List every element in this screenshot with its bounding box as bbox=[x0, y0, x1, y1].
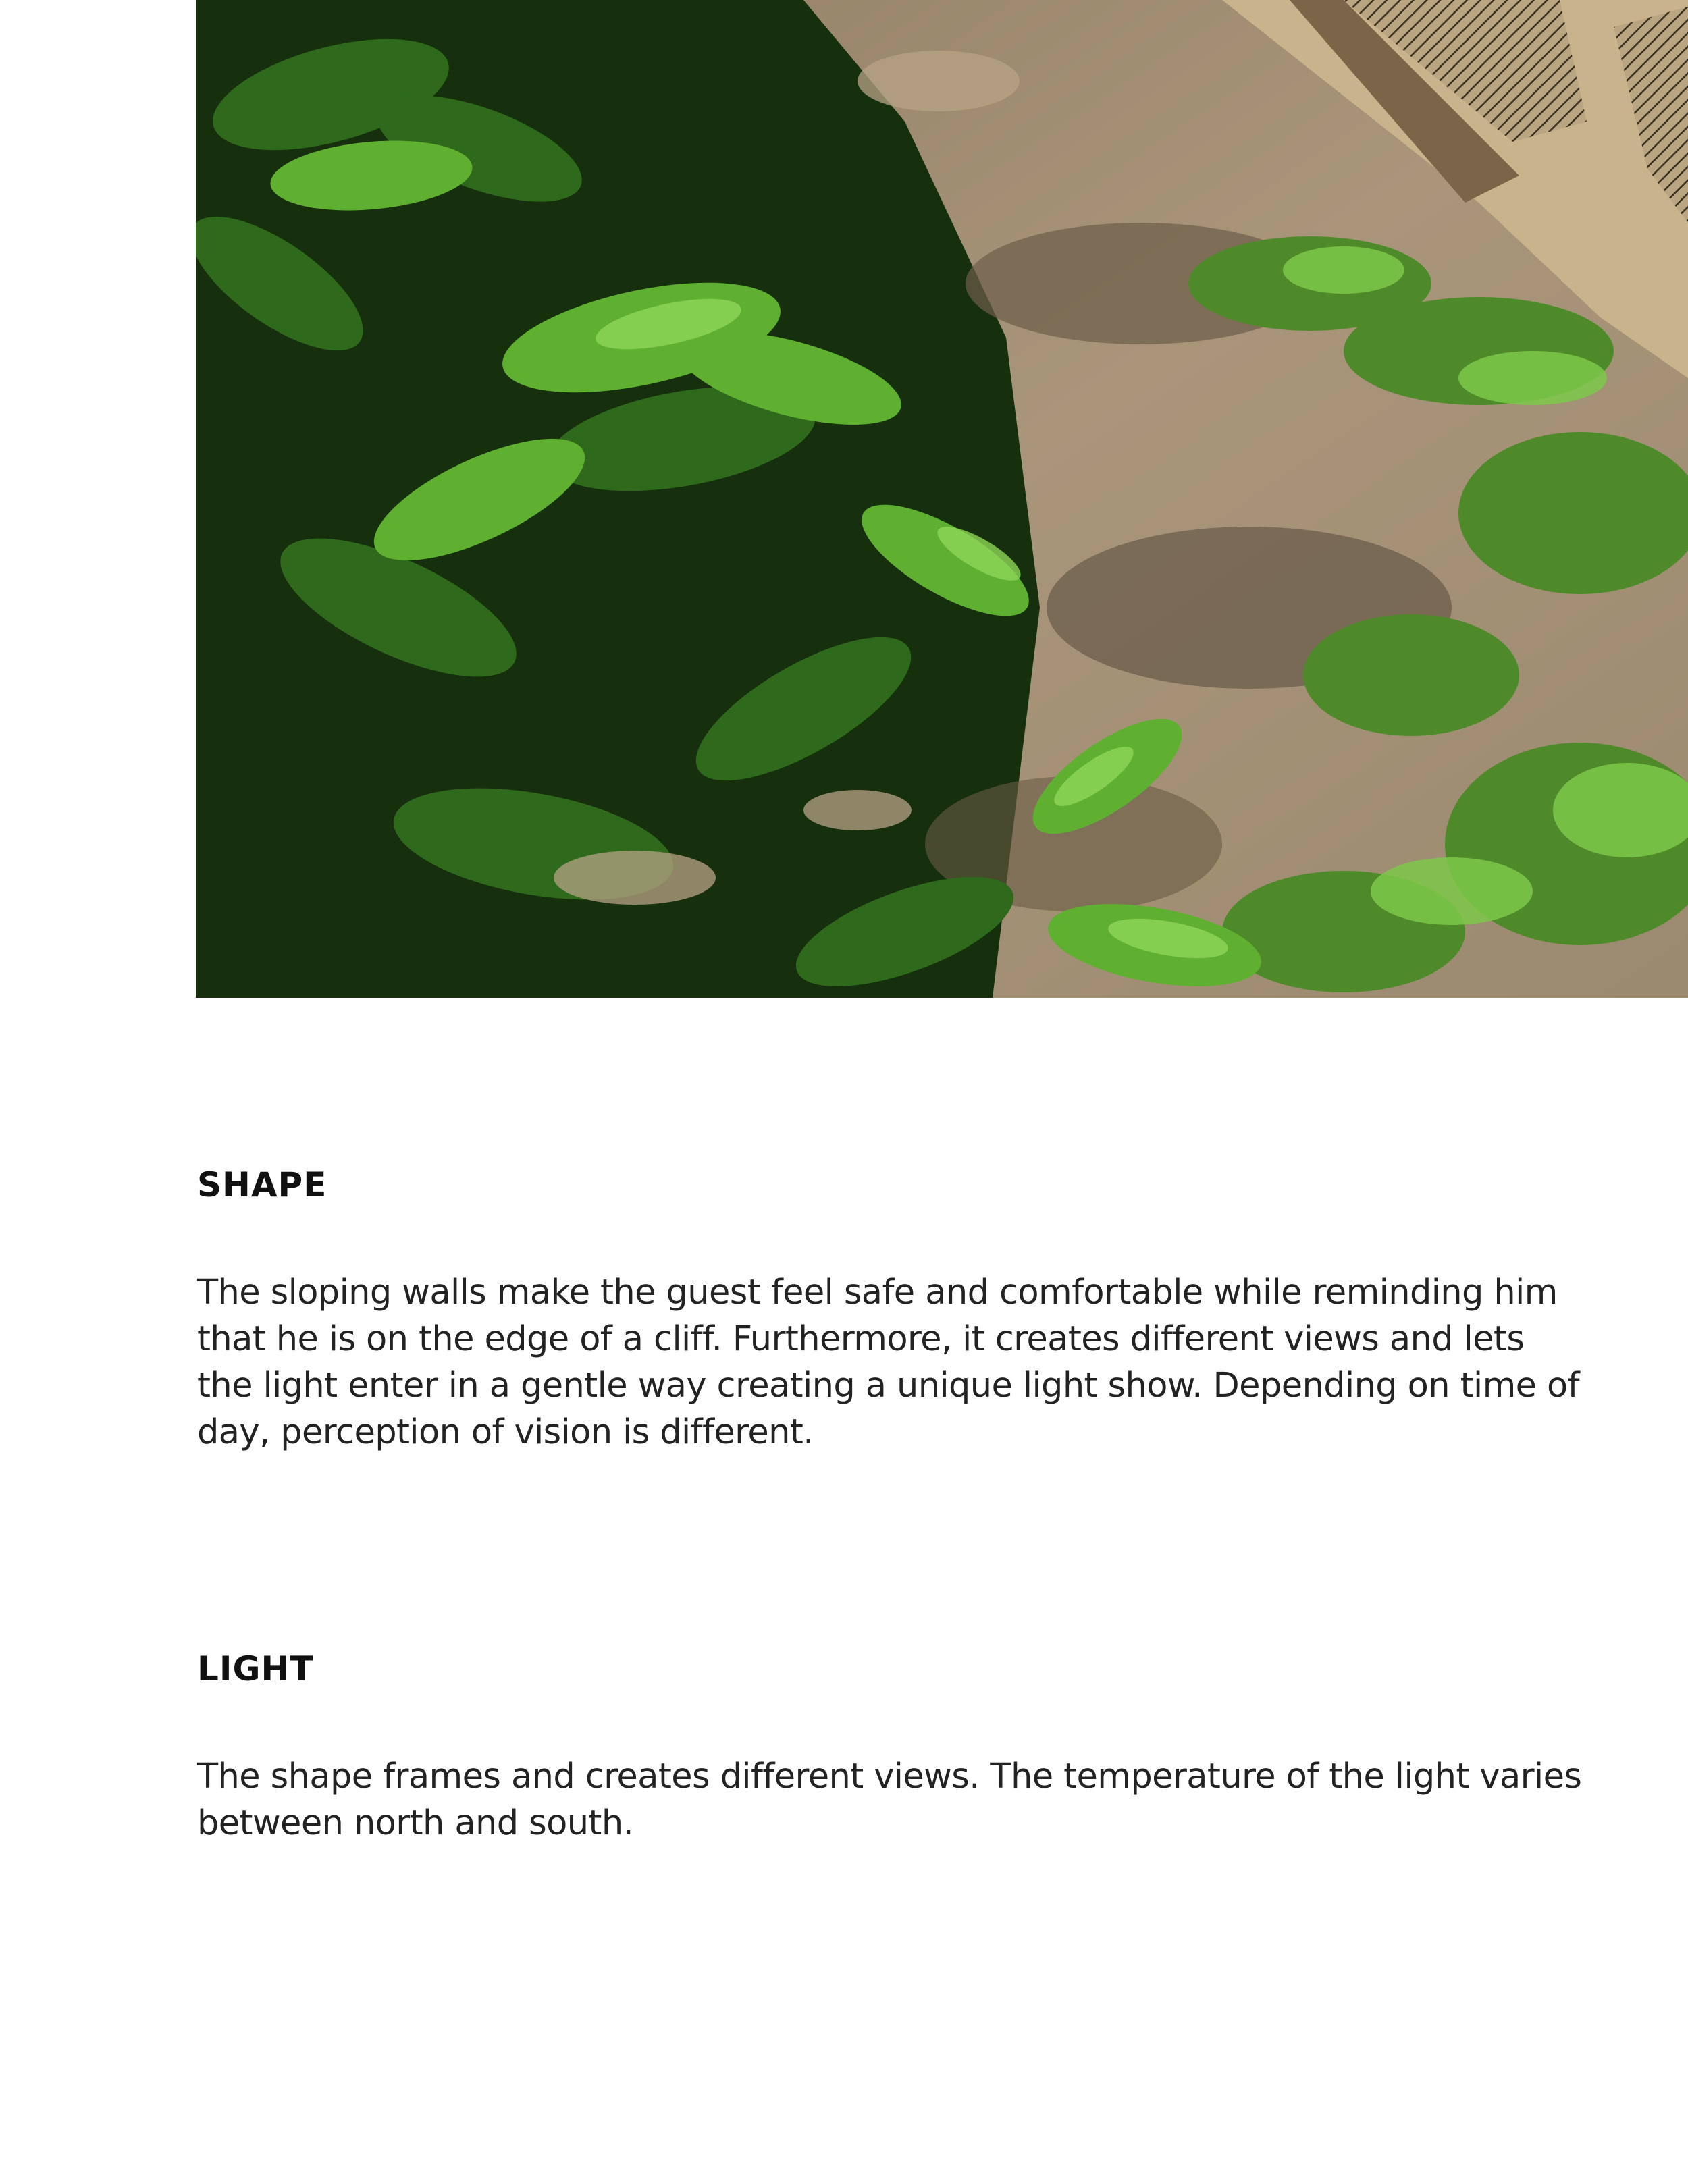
section-body-light: The shape frames and creates different views. The temperature of the light varies between north and south. bbox=[197, 1757, 1582, 1843]
section-shape bbox=[197, 1165, 1588, 1456]
section-body-shape: The sloping walls make the guest feel safe and comfortable while reminding him that he is on the edge of a cliff. Furthermore, it creates different views and lets the light enter in a gentle way creating a unique light show. Depending on time of day, perception of vision is different. bbox=[197, 1273, 1580, 1452]
section-light bbox=[197, 1649, 1588, 1846]
foliage-photo bbox=[196, 0, 1688, 998]
section-heading-light: LIGHT bbox=[197, 1649, 314, 1688]
section-heading-shape: SHAPE bbox=[197, 1165, 327, 1204]
